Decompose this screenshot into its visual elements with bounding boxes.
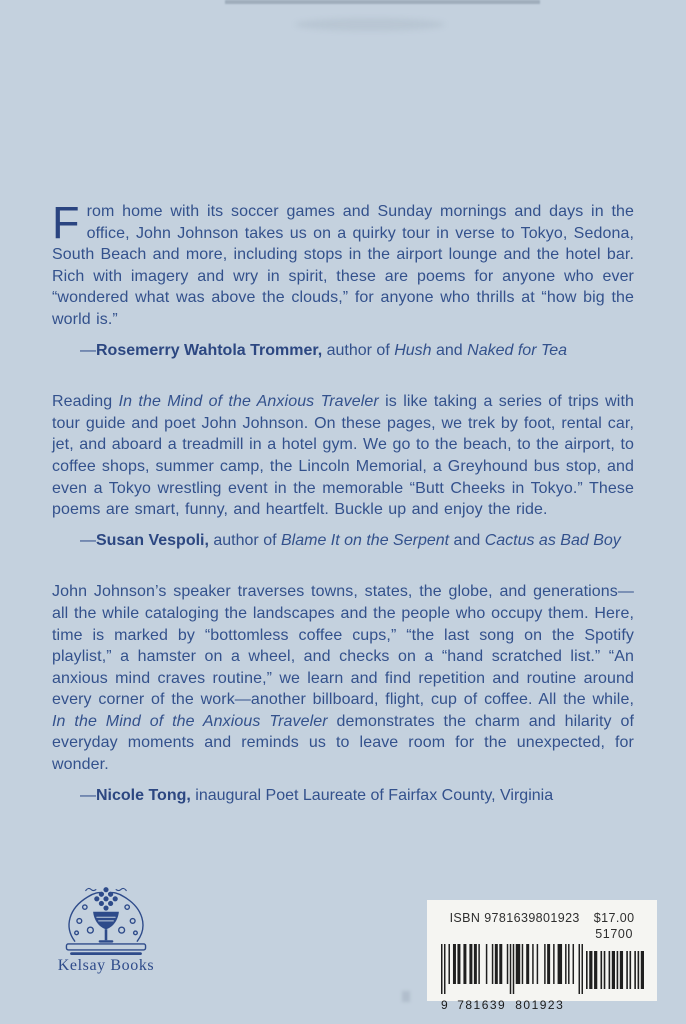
publisher-logo bbox=[52, 884, 160, 975]
print-artifact bbox=[402, 991, 410, 1002]
blurb-list bbox=[52, 197, 634, 806]
blurb-1-body: rom home with its soccer games and Sunday mornings and days in the office, John Johnson takes us on a quirky tour in verse to Tokyo, Sedona, South Beach and more, including stops in the airport lounge and the hotel bar. Rich with imagery and wry in spirit, these are poems for anyone who ever “wondered what was above the clouds,” for anyone who thrills at “how big the world is.” bbox=[52, 203, 634, 328]
blurb-3-attribution: —Nicole Tong, inaugural Poet Laureate of Fairfax County, Virginia bbox=[80, 786, 554, 804]
barcode-digit-lead: 9 bbox=[441, 998, 450, 1012]
bars-row bbox=[427, 941, 657, 1011]
publisher-emblem-icon bbox=[60, 884, 152, 956]
price: $17.00 bbox=[593, 911, 635, 925]
blurb-1 bbox=[52, 197, 634, 361]
blurb-2-attribution: —Susan Vespoli, author of Blame It on the Serpent and Cactus as Bad Boy bbox=[80, 531, 621, 549]
addon-barcode-icon bbox=[586, 951, 644, 989]
blurb-1-text bbox=[52, 197, 634, 331]
addon-barcode bbox=[586, 951, 644, 994]
blurb-3-text: John Johnson’s speaker traverses towns, states, the globe, and generations—all the while cataloging the landscapes and the people who occupy them. Here, time is marked by “bottomless coffee cups,” “the last song on the Spotify playlist,” a hamster on a wheel, and checks on a “hand scratched list.” “An anxious mind craves routine,” we learn and find repetition and routine around every corner of the work—another billboard, flight, cup of coffee. All the while, In the Mind of the Anxious Traveler demonstrates the charm and hilarity of everyday moments and reminds us to leave room for the unexpected, for wonder. bbox=[52, 583, 634, 774]
blurb-3 bbox=[52, 581, 634, 806]
isbn-line bbox=[427, 911, 657, 925]
publisher-name: Kelsay Books bbox=[57, 957, 155, 974]
ean-barcode-icon bbox=[441, 944, 583, 994]
barcode-digit-group1: 781639 bbox=[457, 998, 507, 1012]
blurb-2 bbox=[52, 391, 634, 551]
barcode-block bbox=[427, 900, 657, 1012]
barcode-digit-group2: 801923 bbox=[515, 998, 565, 1012]
main-barcode bbox=[441, 944, 583, 1011]
print-artifact bbox=[225, 0, 540, 4]
isbn-number: ISBN 9781639801923 bbox=[449, 911, 580, 925]
price-code: 51700 bbox=[595, 927, 633, 941]
dropcap-letter: F bbox=[52, 197, 80, 248]
blurb-2-text: Reading In the Mind of the Anxious Traveler is like taking a series of trips with tour guide and poet John Johnson. On these pages, we trek by foot, rental car, jet, and aboard a treadmill in a hotel gym. We go to the beach, to the airport, to coffee shops, summer camp, the Lincoln Memorial, a Greyhound bus stop, and even a Tokyo wrestling event in the memorable “Butt Cheeks in Tokyo.” These poems are smart, funny, and heartfelt. Buckle up and enjoy the ride. bbox=[52, 393, 634, 519]
print-artifact bbox=[295, 18, 445, 31]
barcode-digits bbox=[441, 999, 583, 1011]
blurb-1-attribution: —Rosemerry Wahtola Trommer, author of Hush and Naked for Tea bbox=[80, 341, 568, 359]
